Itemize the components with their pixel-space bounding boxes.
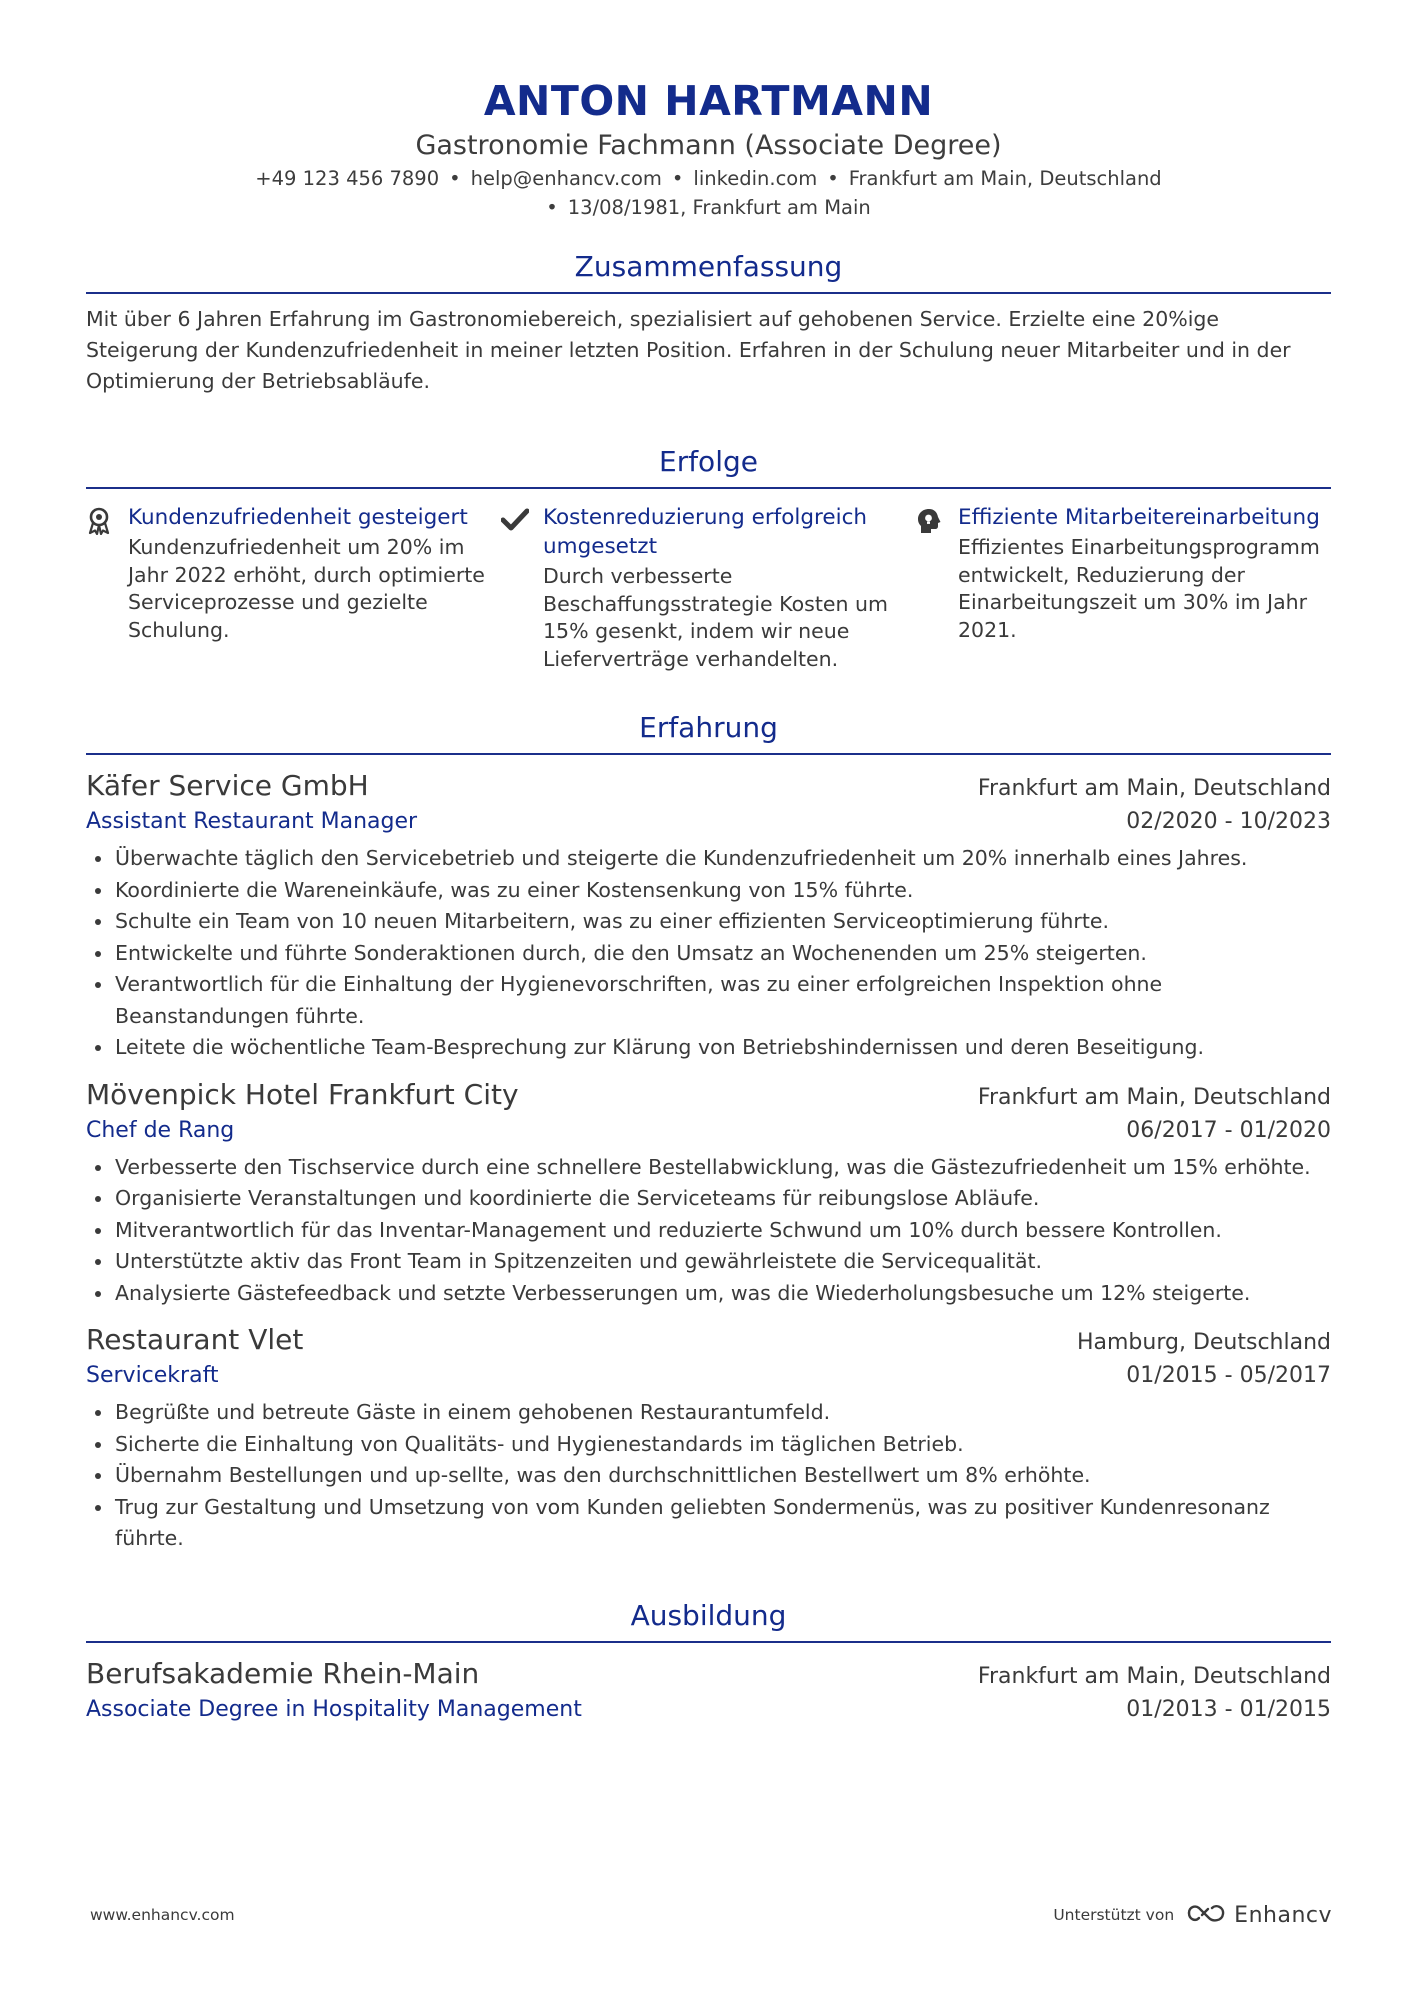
page-footer [90,1902,1332,1928]
resume-header [86,76,1331,222]
bullet-item: Begrüßte und betreute Gäste in einem gehobenen Restaurantumfeld. [86,1397,1331,1429]
achievement-item [501,503,916,673]
job-bullets [86,1397,1331,1555]
contact-line [86,164,1331,193]
education-dates: 01/2013 - 01/2015 [1126,1696,1331,1722]
job-position: Chef de Rang [86,1117,235,1143]
footer-branding [1053,1902,1332,1928]
experience-section [86,709,1331,1555]
bullet-item: Analysierte Gästefeedback und setzte Verbesserungen um, was die Wiederholungsbesuche um 12% steigerte. [86,1278,1331,1310]
section-divider [86,753,1331,755]
achievement-desc: Durch verbesserte Beschaffungsstrategie Kosten um 15% gesenkt, indem wir neue Lieferverträge verhandelten. [543,564,888,671]
bullet-item: Mitverantwortlich für das Inventar-Management und reduzierte Schwund um 10% durch bessere Kontrollen. [86,1215,1331,1247]
bullet-item: Überwachte täglich den Servicebetrieb und steigerte die Kundenzufriedenheit um 20% innerhalb eines Jahres. [86,843,1331,875]
bullet-item: Übernahm Bestellungen und up-sellte, was den durchschnittlichen Bestellwert um 8% erhöhte. [86,1460,1331,1492]
candidate-title: Gastronomie Fachmann (Associate Degree) [415,130,1002,161]
job-dates: 01/2015 - 05/2017 [1126,1363,1331,1388]
company-name: Restaurant Vlet [86,1323,304,1356]
achievement-item [86,503,501,673]
section-divider [86,487,1331,489]
job-entry [86,1321,1331,1555]
school-name: Berufsakademie Rhein-Main [86,1656,480,1690]
section-divider [86,1641,1331,1643]
job-entry [86,767,1331,1064]
job-bullets [86,1152,1331,1310]
separator: • [671,167,684,190]
company-name: Käfer Service GmbH [86,769,369,802]
bullet-item: Verbesserte den Tischservice durch eine schnellere Bestellabwicklung, was die Gästezufriedenheit um 15% erhöhte. [86,1152,1331,1184]
powered-by-label: Unterstützt von [1053,1906,1175,1924]
bullet-item: Entwickelte und führte Sonderaktionen durch, die den Umsatz an Wochenenden um 25% steigerten. [86,938,1331,970]
email[interactable]: help@enhancv.com [470,167,662,190]
separator: • [827,167,839,190]
section-title-education: Ausbildung [630,1598,787,1632]
section-title-experience: Erfahrung [639,711,778,744]
school-location: Frankfurt am Main, Deutschland [977,1663,1331,1689]
job-location: Hamburg, Deutschland [1076,1330,1331,1355]
bullet-item: Sicherte die Einhaltung von Qualitäts- und Hygienestandards im täglichen Betrieb. [86,1429,1331,1461]
bullet-item: Koordinierte die Wareneinkäufe, was zu einer Kostensenkung von 15% führte. [86,875,1331,907]
resume-page [86,0,1331,1727]
section-divider [86,292,1331,294]
job-dates: 06/2017 - 01/2020 [1126,1117,1331,1143]
job-location: Frankfurt am Main, Deutschland [977,1084,1331,1110]
achievement-title: Kostenreduzierung erfolgreich umgesetzt [543,505,868,559]
achievement-desc: Kundenzufriedenheit um 20% im Jahr 2022 erhöht, durch optimierte Serviceprozesse und gezielte Schulung. [128,535,485,642]
award-icon [86,503,128,673]
bullet-item: Trug zur Gestaltung und Umsetzung von vom Kunden geliebten Sondermenüs, was zu positiver Kundenresonanz führte. [86,1492,1331,1555]
achievement-title: Effiziente Mitarbeitereinarbeitung [958,505,1320,530]
education-section [86,1597,1331,1727]
company-name: Mövenpick Hotel Frankfurt City [86,1077,519,1111]
job-location: Frankfurt am Main, Deutschland [977,776,1331,801]
head-idea-icon [916,503,958,673]
achievement-title: Kundenzufriedenheit gesteigert [128,505,468,530]
birth-date-place: 13/08/1981, Frankfurt am Main [567,196,871,219]
job-bullets [86,843,1331,1064]
enhancv-logo-icon [1186,1902,1228,1928]
job-entry [86,1076,1331,1310]
section-title-achievements: Erfolge [659,445,758,478]
phone: +49 123 456 7890 [255,167,440,190]
separator: • [546,196,558,219]
achievement-item [916,503,1331,673]
footer-website[interactable]: www.enhancv.com [90,1906,235,1924]
bullet-item: Organisierte Veranstaltungen und koordinierte die Serviceteams für reibungslose Abläufe. [86,1183,1331,1215]
education-entry [86,1655,1331,1727]
separator: • [449,167,461,190]
bullet-item: Verantwortlich für die Einhaltung der Hygienevorschriften, was zu einer erfolgreichen Inspektion ohne Beanstandungen führte. [86,969,1331,1032]
bullet-item: Leitete die wöchentliche Team-Besprechung zur Klärung von Betriebshindernissen und deren Beseitigung. [86,1032,1331,1064]
achievement-desc: Effizientes Einarbeitungsprogramm entwickelt, Reduzierung der Einarbeitungszeit um 30% im Jahr 2021. [958,535,1320,642]
job-position: Assistant Restaurant Manager [86,809,418,834]
linkedin-link[interactable]: linkedin.com [693,167,818,190]
brand-name: Enhancv [1234,1902,1332,1928]
candidate-name: ANTON HARTMANN [483,77,934,125]
job-position: Servicekraft [86,1363,219,1388]
bullet-item: Schulte ein Team von 10 neuen Mitarbeitern, was zu einer effizienten Serviceoptimierung führte. [86,906,1331,938]
summary-text: Mit über 6 Jahren Erfahrung im Gastronomiebereich, spezialisiert auf gehobenen Service. Erzielte eine 20%ige Steigerung der Kundenzufriedenheit in meiner letzten Position. Erfahren in der Schulung neuer Mitarbeiter und in der Optimierung der Betriebsabläufe. [86,307,1291,393]
achievements-list [86,503,1331,673]
location: Frankfurt am Main, Deutschland [848,167,1162,190]
bullet-item: Unterstützte aktiv das Front Team in Spitzenzeiten und gewährleistete die Servicequalität. [86,1246,1331,1278]
degree: Associate Degree in Hospitality Management [86,1696,582,1722]
section-title-summary: Zusammenfassung [574,250,843,283]
summary-section [86,248,1331,397]
contact-line-2 [86,193,1331,222]
check-icon [501,503,543,673]
achievements-section [86,443,1331,673]
job-dates: 02/2020 - 10/2023 [1126,809,1331,834]
